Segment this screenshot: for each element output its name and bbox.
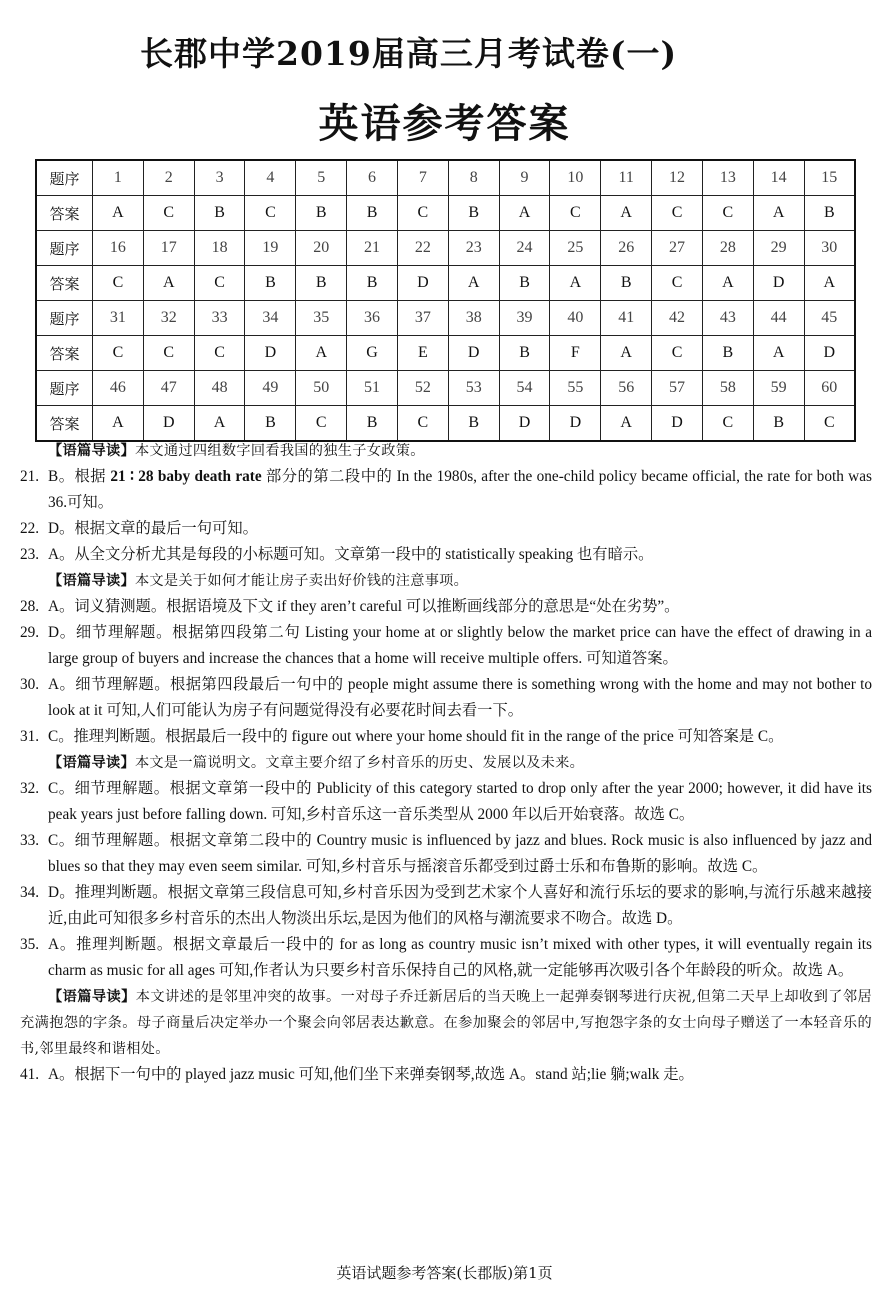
answer-cell: A [601,196,652,231]
answer-row [36,336,855,371]
answer-cell: C [143,196,194,231]
answer-cell: A [448,266,499,301]
answer-table [35,159,856,442]
explanation-item: 32. C。细节理解题。根据文章第一段中的 Publicity of this category started to drop only after the year 2000; however, it did have its peak years just before falling down. 可知,乡村音乐这一音乐类型从 2000 年以后开始衰落。故选 C。 [20,780,872,823]
answer-row [36,196,855,231]
question-number-cell: 38 [448,301,499,336]
question-number-cell: 45 [804,301,855,336]
question-number-cell: 57 [652,371,703,406]
page-footer: 英语试题参考答案(长郡版)第1页 [336,1264,553,1282]
answer-cell: G [347,336,398,371]
question-number-cell: 47 [143,371,194,406]
explanation-item: 31. C。推理判断题。根据最后一段中的 figure out where your home should fit in the range of the price 可知答案是 C。 [20,728,784,745]
question-number-row [36,301,855,336]
answer-cell: A [601,406,652,442]
answer-cell: E [397,336,448,371]
question-number-cell: 11 [601,160,652,196]
answer-cell: A [550,266,601,301]
answer-cell: B [194,196,245,231]
explanation-item: 34. D。推理判断题。根据文章第三段信息可知,乡村音乐因为受到艺术家个人喜好和流行乐坛的要求的影响,与流行乐越来越接近,由此可知很多乡村音乐的杰出人物淡出乐坛,是因为他们的风格与潮流要求不吻合。故选 D。 [20,884,872,927]
passage-guide: 【语篇导读】本文讲述的是邻里冲突的故事。一对母子乔迁新居后的当天晚上一起弹奏钢琴进行庆祝,但第二天早上却收到了邻居充满抱怨的字条。母子商量后决定举办一个聚会向邻居表达歉意。在参加聚会的邻居中,写抱怨字条的女士向母子赠送了一本轻音乐的书,邻里最终和谐相处。 [20,989,872,1057]
answer-cell: C [652,266,703,301]
answer-cell: D [448,336,499,371]
question-number-cell: 7 [397,160,448,196]
question-number-cell: 42 [652,301,703,336]
question-number-cell: 54 [499,371,550,406]
answer-cell: D [652,406,703,442]
question-number-cell: 46 [93,371,144,406]
answer-cell: D [550,406,601,442]
question-number-cell: 21 [347,231,398,266]
answer-cell: F [550,336,601,371]
answer-cell: A [804,266,855,301]
passage-guide: 【语篇导读】本文是关于如何才能让房子卖出好价钱的注意事项。 [48,573,469,589]
answer-cell: B [347,196,398,231]
question-number-row [36,371,855,406]
answer-cell: A [93,196,144,231]
question-number-cell: 19 [245,231,296,266]
question-number-cell: 24 [499,231,550,266]
question-number-cell: 10 [550,160,601,196]
answer-cell: C [397,196,448,231]
answer-cell: B [296,266,347,301]
answer-cell: C [652,196,703,231]
question-number-cell: 49 [245,371,296,406]
explanation-item: 23. A。从全文分析尤其是每段的小标题可知。文章第一段中的 statistically speaking 也有暗示。 [20,546,654,563]
answer-cell: B [702,336,753,371]
answer-cell: D [397,266,448,301]
answer-cell: C [93,336,144,371]
question-number-cell: 60 [804,371,855,406]
exam-title: 长郡中学2019届高三月考试卷(一) [140,34,678,73]
explanation-item: 28. A。词义猜测题。根据语境及下文 if they aren’t careful 可以推断画线部分的意思是“处在劣势”。 [20,598,680,615]
answer-cell: C [245,196,296,231]
question-number-cell: 15 [804,160,855,196]
answer-cell: B [804,196,855,231]
answer-row [36,406,855,442]
explanation-item: 29. D。细节理解题。根据第四段第二句 Listing your home at or slightly below the market price can have the effect of drawing in a large group of buyers and increase the chances that a home will receive multiple offers. 可知道答案。 [20,624,872,667]
question-number-cell: 41 [601,301,652,336]
question-number-cell: 44 [753,301,804,336]
question-number-cell: 12 [652,160,703,196]
question-number-cell: 2 [143,160,194,196]
answer-cell: A [753,336,804,371]
answer-cell: A [296,336,347,371]
answer-cell: D [804,336,855,371]
question-number-cell: 13 [702,160,753,196]
answer-cell: A [753,196,804,231]
question-number-cell: 40 [550,301,601,336]
question-number-cell: 52 [397,371,448,406]
passage-guide: 【语篇导读】本文是一篇说明文。文章主要介绍了乡村音乐的历史、发展以及未来。 [48,755,585,771]
answer-cell: A [93,406,144,442]
answer-cell: B [296,196,347,231]
question-number-cell: 3 [194,160,245,196]
answer-cell: C [194,336,245,371]
row-label: 题序 [36,371,93,406]
question-number-cell: 25 [550,231,601,266]
question-number-cell: 27 [652,231,703,266]
question-number-cell: 28 [702,231,753,266]
question-number-cell: 17 [143,231,194,266]
question-number-cell: 23 [448,231,499,266]
answer-cell: A [601,336,652,371]
explanation-item: 30. A。细节理解题。根据第四段最后一句中的 people might assume there is something wrong with the home and may not bother to look at it 可知,人们可能认为房子有问题觉得没有必要花时间去看一下。 [20,676,872,719]
row-label: 答案 [36,406,93,442]
question-number-row [36,231,855,266]
question-number-cell: 35 [296,301,347,336]
explanation-item: 22. D。根据文章的最后一句可知。 [20,520,258,537]
question-number-cell: 29 [753,231,804,266]
question-number-cell: 32 [143,301,194,336]
answer-cell: D [753,266,804,301]
answer-cell: B [347,406,398,442]
question-number-cell: 50 [296,371,347,406]
question-number-cell: 58 [702,371,753,406]
answer-cell: A [143,266,194,301]
question-number-cell: 1 [93,160,144,196]
answer-cell: D [245,336,296,371]
row-label: 题序 [36,301,93,336]
answer-cell: C [702,406,753,442]
question-number-cell: 39 [499,301,550,336]
question-number-row [36,160,855,196]
question-number-cell: 31 [93,301,144,336]
explanation-item: 21. B。根据 21 ∶ 28 baby death rate 部分的第二段中的 In the 1980s, after the one-child policy became official, the rate for both was 36.可知。 [20,468,872,511]
question-number-cell: 22 [397,231,448,266]
question-number-cell: 53 [448,371,499,406]
question-number-cell: 26 [601,231,652,266]
question-number-cell: 59 [753,371,804,406]
answer-cell: C [143,336,194,371]
row-label: 答案 [36,266,93,301]
explanations [20,438,872,1088]
question-number-cell: 33 [194,301,245,336]
row-label: 答案 [36,196,93,231]
page-title: 英语参考答案 [318,101,571,147]
question-number-cell: 5 [296,160,347,196]
answer-cell: B [448,406,499,442]
question-number-cell: 20 [296,231,347,266]
question-number-cell: 48 [194,371,245,406]
question-number-cell: 37 [397,301,448,336]
answer-cell: C [804,406,855,442]
answer-cell: B [347,266,398,301]
question-number-cell: 18 [194,231,245,266]
answer-cell: C [550,196,601,231]
question-number-cell: 36 [347,301,398,336]
answer-cell: B [601,266,652,301]
passage-guide: 【语篇导读】本文通过四组数字回看我国的独生子女政策。 [48,443,425,459]
question-number-cell: 8 [448,160,499,196]
question-number-cell: 4 [245,160,296,196]
answer-cell: C [397,406,448,442]
answer-cell: D [499,406,550,442]
question-number-cell: 34 [245,301,296,336]
answer-cell: B [753,406,804,442]
answer-cell: C [194,266,245,301]
answer-cell: C [296,406,347,442]
answer-cell: B [448,196,499,231]
question-number-cell: 55 [550,371,601,406]
explanation-item: 33. C。细节理解题。根据文章第二段中的 Country music is influenced by jazz and blues. Rock music is also influenced by jazz and blues so that they may even seem similar. 可知,乡村音乐与摇滚音乐都受到过爵士乐和布鲁斯的影响。故选 C。 [20,832,872,875]
row-label: 题序 [36,231,93,266]
answer-cell: C [93,266,144,301]
question-number-cell: 16 [93,231,144,266]
question-number-cell: 56 [601,371,652,406]
question-number-cell: 14 [753,160,804,196]
answer-cell: C [652,336,703,371]
answer-cell: B [499,336,550,371]
answer-cell: B [245,406,296,442]
row-label: 答案 [36,336,93,371]
explanation-item: 41. A。根据下一句中的 played jazz music 可知,他们坐下来弹奏钢琴,故选 A。stand 站;lie 躺;walk 走。 [20,1066,694,1083]
question-number-cell: 6 [347,160,398,196]
explanation-item: 35. A。推理判断题。根据文章最后一段中的 for as long as country music isn’t mixed with other types, it will eventually regain its charm as music for all ages 可知,作者认为只要乡村音乐保持自己的风格,就一定能够再次吸引各个年龄段的听众。故选 A。 [20,936,872,979]
answer-cell: D [143,406,194,442]
question-number-cell: 9 [499,160,550,196]
answer-cell: A [194,406,245,442]
question-number-cell: 51 [347,371,398,406]
answer-cell: B [245,266,296,301]
answer-cell: A [702,266,753,301]
answer-cell: A [499,196,550,231]
answer-cell: C [702,196,753,231]
answer-row [36,266,855,301]
answer-cell: B [499,266,550,301]
question-number-cell: 43 [702,301,753,336]
row-label: 题序 [36,160,93,196]
question-number-cell: 30 [804,231,855,266]
